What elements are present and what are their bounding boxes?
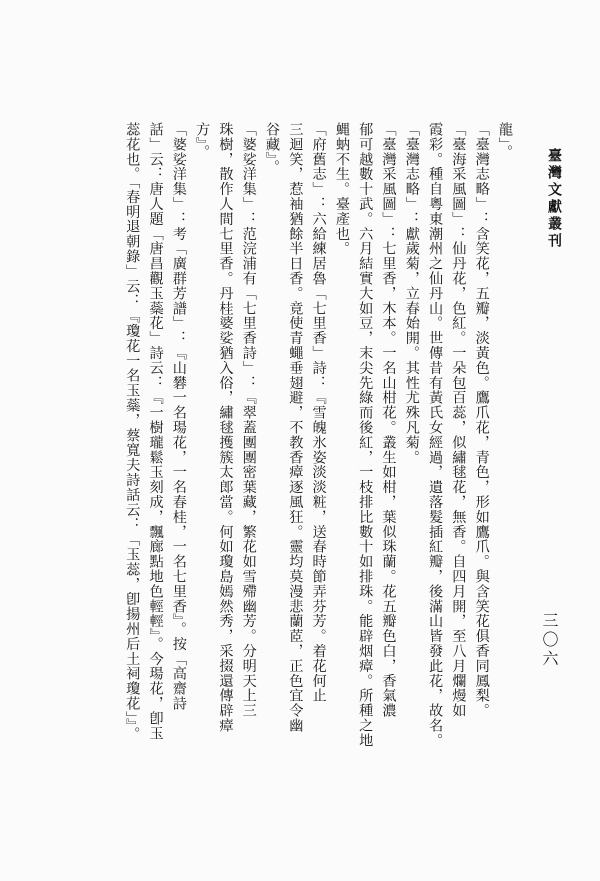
body-text — [124, 122, 516, 832]
text-column: 方』。 — [194, 122, 211, 160]
text-column: 話」云：唐人題「唐昌觀玉蘂花」詩云：『一樹瓏鬆玉刻成，飄廊點地色輕輕』。今瑒花，卽玉 — [147, 122, 164, 741]
text-column: 「婆娑洋集」：考「廣群芳譜」：『山礬一名瑒花，一名春桂，一名七里香』。按「高齋詩 — [170, 122, 187, 711]
text-column: 「臺海采風圖」：仙丹花，色紅。一朵包百蕊，似繡毬花，無香。自四月開，至八月爛熳如 — [450, 122, 467, 718]
text-column: 珠樹，散作人間七里香。丹桂婆娑猶入俗，繡毬擭簇太郎當。何如瓊島嫣然秀，采掇還傳辟瘴 — [217, 122, 234, 733]
text-column: 蝿蚋不生。臺產也。 — [333, 122, 350, 257]
page-number: 三〇六 — [540, 612, 559, 669]
text-column: 三迴笑，惹袖猶餘半日香。竟使青蠅垂翅避，不教香瘴逐風狂。靈均莫漫悲蘭茝，正色宜令幽 — [287, 122, 304, 733]
text-column: 蕊花也。「春明退朝錄」云：『瓊花一名玉蘂，蔡寬夫詩話云：「玉蕊，卽揚州后土祠瓊花」』。 — [124, 122, 141, 742]
text-column: 「臺灣采風圖」：七里香，木本。一名山柑花。叢生如柑，葉似珠蘭。花五瓣色白，香氣濃 — [380, 122, 397, 718]
text-column: 霞彩。種自粵東潮州之仙丹山。世傳昔有黃氏女經過，遺落髮插紅瓣，後滿山皆發此花，故名。 — [427, 122, 444, 748]
running-header: 臺灣文獻叢刊 — [546, 148, 562, 250]
text-column: 「臺灣志略」：含笑花，五瓣，淡黃色。鷹爪花，青色，形如鷹爪。與含笑花俱香同鳳梨。 — [473, 122, 490, 718]
text-column: 「府舊志」：六給練居魯「七里香」詩：『雪魄氷姿淡淡粧，送春時節弄芬芳。着花何止 — [310, 122, 327, 704]
text-column: 「臺灣志略」：獻歲菊，立春始開。其性尤殊凡菊。 — [403, 122, 420, 465]
text-column: 谷藏』。 — [264, 122, 281, 175]
text-column: 龍」。 — [497, 122, 513, 160]
text-column: 郁可越數十武。六月結實大如豆，末尖先綠而後紅，一枝排比數十如排珠。能辟烟瘴。所種之地 — [357, 122, 374, 748]
text-column: 「婆娑洋集」：范浣浦有「七里香詩」：『翠蓋團團密葉藏，繁花如雪殢幽芳。分明天上三 — [240, 122, 257, 718]
